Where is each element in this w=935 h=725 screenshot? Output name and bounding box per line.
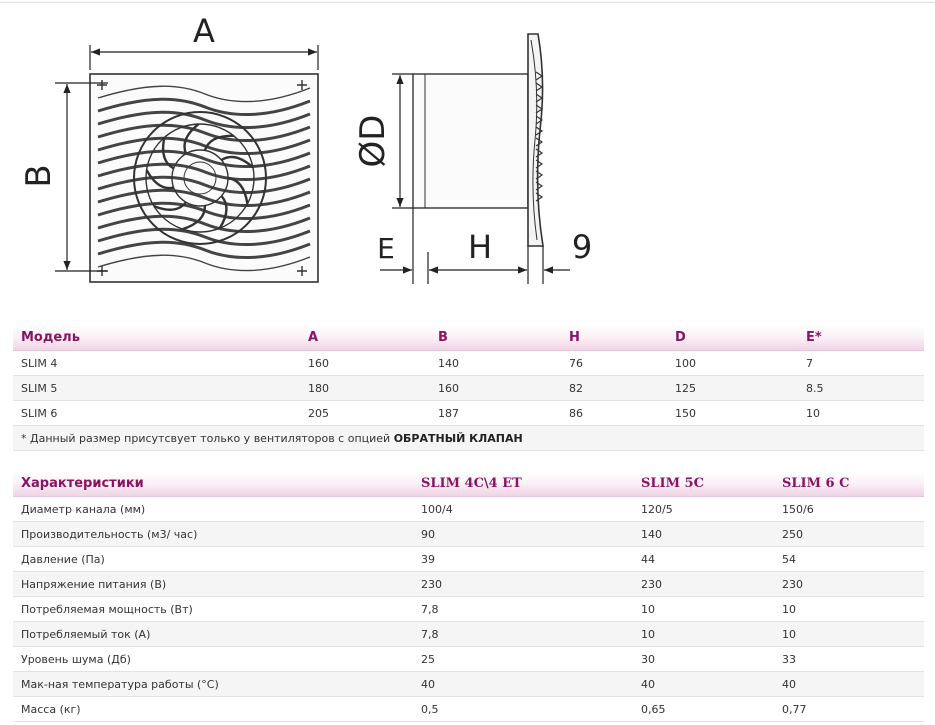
col-header-H: H — [561, 325, 667, 351]
table-row — [13, 572, 924, 597]
label-B: B — [19, 164, 59, 188]
characteristics-header-row — [13, 471, 924, 497]
front-view — [90, 74, 318, 282]
footnote-bold: ОБРАТНЫЙ КЛАПАН — [393, 431, 523, 445]
table-row — [13, 376, 924, 401]
col-header-B: B — [430, 325, 561, 351]
cell-slim-4c: 25 — [413, 647, 633, 672]
cell-A: 205 — [300, 401, 430, 426]
cell-slim-6c: 230 — [774, 572, 924, 597]
col-header-model: Модель — [13, 325, 300, 351]
table-row — [13, 401, 924, 426]
col-header-characteristics: Характеристики — [13, 471, 413, 497]
cell-D: 125 — [667, 376, 798, 401]
cell-slim-6c: 33 — [774, 647, 924, 672]
cell-parameter: Напряжение питания (В) — [13, 572, 413, 597]
cell-slim-4c: 100/4 — [413, 497, 633, 522]
cell-parameter: Производительность (м3/ час) — [13, 522, 413, 547]
table-row — [13, 622, 924, 647]
cell-parameter: Уровень шума (Дб) — [13, 647, 413, 672]
cell-B: 160 — [430, 376, 561, 401]
label-9: 9 — [571, 228, 593, 266]
label-A: A — [193, 12, 215, 50]
cell-H: 82 — [561, 376, 667, 401]
col-header-slim-4c: SLIM 4C\4 ET — [413, 471, 633, 497]
cell-E: 7 — [798, 351, 924, 376]
cell-slim-4c: 90 — [413, 522, 633, 547]
cell-slim-4c: 39 — [413, 547, 633, 572]
cell-parameter: Давление (Па) — [13, 547, 413, 572]
footnote-text: * Данный размер присутсвует только у вентиляторов с опцией — [21, 431, 394, 445]
dimensions-header-row — [13, 325, 924, 351]
table-row — [13, 351, 924, 376]
col-header-E: Е* — [798, 325, 924, 351]
table-row — [13, 647, 924, 672]
cell-slim-5c: 140 — [633, 522, 774, 547]
dimensions-table — [13, 325, 924, 451]
cell-slim-6c: 150/6 — [774, 497, 924, 522]
dimension-D — [392, 74, 413, 208]
cell-slim-5c: 230 — [633, 572, 774, 597]
cell-slim-4c: 230 — [413, 572, 633, 597]
cell-model: SLIM 5 — [13, 376, 300, 401]
cell-D: 100 — [667, 351, 798, 376]
col-header-A: A — [300, 325, 430, 351]
cell-H: 76 — [561, 351, 667, 376]
cell-slim-5c: 10 — [633, 597, 774, 622]
table-row — [13, 597, 924, 622]
cell-slim-4c: 7,8 — [413, 622, 633, 647]
cell-slim-5c: 120/5 — [633, 497, 774, 522]
cell-slim-5c: 30 — [633, 647, 774, 672]
table-row — [13, 522, 924, 547]
cell-slim-4c: 40 — [413, 672, 633, 697]
cell-parameter: Потребляемый ток (А) — [13, 622, 413, 647]
cell-E: 8.5 — [798, 376, 924, 401]
cell-slim-6c: 10 — [774, 622, 924, 647]
cell-B: 140 — [430, 351, 561, 376]
cell-slim-5c: 40 — [633, 672, 774, 697]
cell-slim-6c: 0,77 — [774, 697, 924, 722]
cell-model: SLIM 6 — [13, 401, 300, 426]
cell-B: 187 — [430, 401, 561, 426]
cell-model: SLIM 4 — [13, 351, 300, 376]
cell-slim-6c: 10 — [774, 597, 924, 622]
side-duct — [413, 74, 528, 208]
cell-D: 150 — [667, 401, 798, 426]
cell-parameter: Масса (кг) — [13, 697, 413, 722]
cell-A: 160 — [300, 351, 430, 376]
label-E: E — [377, 232, 395, 265]
cell-slim-6c: 54 — [774, 547, 924, 572]
cell-parameter: Диаметр канала (мм) — [13, 497, 413, 522]
cell-slim-5c: 0,65 — [633, 697, 774, 722]
note-row — [13, 426, 924, 451]
cell-slim-6c: 250 — [774, 522, 924, 547]
table-row — [13, 672, 924, 697]
table-row — [13, 697, 924, 722]
col-header-slim-5c: SLIM 5C — [633, 471, 774, 497]
col-header-D: D — [667, 325, 798, 351]
cell-slim-4c: 0,5 — [413, 697, 633, 722]
cell-H: 86 — [561, 401, 667, 426]
cell-A: 180 — [300, 376, 430, 401]
cell-parameter: Потребляемая мощность (Вт) — [13, 597, 413, 622]
cell-slim-6c: 40 — [774, 672, 924, 697]
cell-slim-5c: 10 — [633, 622, 774, 647]
footnote — [13, 426, 924, 451]
table-row — [13, 497, 924, 522]
col-header-slim-6c: SLIM 6 C — [774, 471, 924, 497]
cell-E: 10 — [798, 401, 924, 426]
cell-parameter: Мак-ная температура работы (°С) — [13, 672, 413, 697]
characteristics-table — [13, 471, 924, 722]
cell-slim-5c: 44 — [633, 547, 774, 572]
label-D: ØD — [353, 114, 393, 168]
label-H: H — [467, 228, 493, 266]
fan-technical-drawing — [0, 0, 935, 300]
cell-slim-4c: 7,8 — [413, 597, 633, 622]
table-row — [13, 547, 924, 572]
side-view — [413, 34, 543, 246]
